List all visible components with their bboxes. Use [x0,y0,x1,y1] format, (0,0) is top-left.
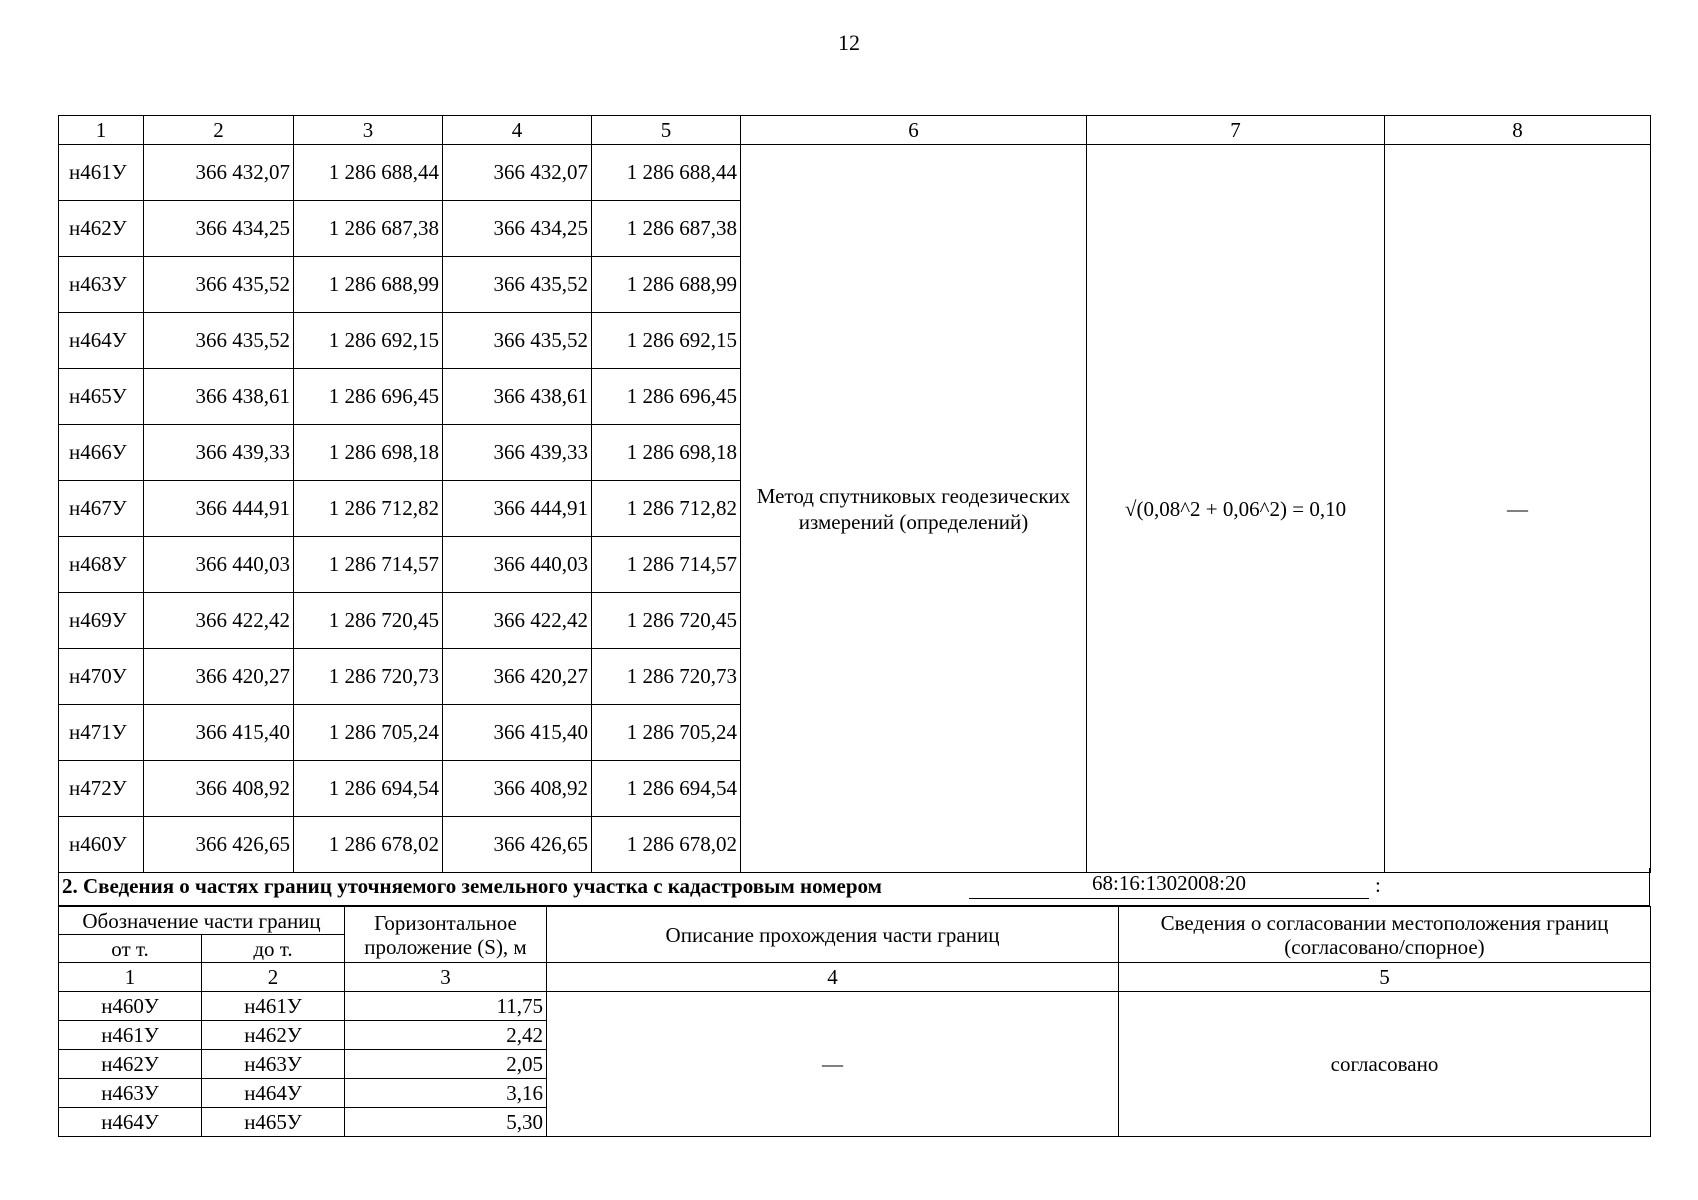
section-colon: : [1375,873,1381,897]
y-refined: 1 286 705,24 [592,705,741,761]
x-refined: 366 420,27 [443,649,592,705]
y-existing: 1 286 687,38 [294,201,443,257]
y-refined: 1 286 714,57 [592,537,741,593]
page-number: 12 [838,30,860,55]
column-number: 3 [345,963,547,992]
to-point: н461У [202,992,345,1021]
x-existing: 366 434,25 [144,201,294,257]
col8-cell: — [1385,145,1651,873]
column-number: 5 [1119,963,1651,992]
y-existing: 1 286 696,45 [294,369,443,425]
length-header-line: проложение (S), м [364,934,527,959]
x-existing: 366 420,27 [144,649,294,705]
x-existing: 366 435,52 [144,313,294,369]
y-existing: 1 286 688,99 [294,257,443,313]
x-refined: 366 439,33 [443,425,592,481]
x-refined: 366 432,07 [443,145,592,201]
x-existing: 366 439,33 [144,425,294,481]
column-number: 4 [547,963,1119,992]
point-name: н460У [59,817,144,873]
x-existing: 366 426,65 [144,817,294,873]
x-refined: 366 408,92 [443,761,592,817]
column-number: 4 [443,116,592,145]
agreement-header [1119,907,1651,963]
to-point: н464У [202,1079,345,1108]
x-refined: 366 438,61 [443,369,592,425]
coordinates-table [58,115,1651,873]
point-name: н462У [59,201,144,257]
y-refined: 1 286 696,45 [592,369,741,425]
y-refined: 1 286 688,44 [592,145,741,201]
y-refined: 1 286 720,45 [592,593,741,649]
y-existing: 1 286 720,45 [294,593,443,649]
from-point: н461У [59,1021,202,1050]
y-existing: 1 286 720,73 [294,649,443,705]
length-header-line: Горизонтальное [374,910,517,935]
to-point: н465У [202,1108,345,1137]
agreement-header-line: Сведения о согласовании местоположения границ [1160,910,1609,935]
boundary-parts-table [58,906,1651,1137]
x-existing: 366 432,07 [144,145,294,201]
point-name: н468У [59,537,144,593]
y-refined: 1 286 678,02 [592,817,741,873]
column-number: 1 [59,116,144,145]
x-refined: 366 435,52 [443,257,592,313]
to-header: до т. [202,935,345,963]
point-name: н463У [59,257,144,313]
accuracy-cell: √(0,08^2 + 0,06^2) = 0,10 [1087,145,1385,873]
column-number-row [59,116,1651,145]
x-existing: 366 444,91 [144,481,294,537]
description-header: Описание прохождения части границ [547,907,1119,963]
x-refined: 366 434,25 [443,201,592,257]
y-refined: 1 286 692,15 [592,313,741,369]
method-cell [741,145,1087,873]
table-row [59,992,1651,1021]
agreement-header-line: (согласовано/спорное) [1284,934,1485,959]
y-existing: 1 286 694,54 [294,761,443,817]
to-point: н463У [202,1050,345,1079]
section-title: 2. Сведения о частях границ уточняемого земельного участка с кадастровым номером [62,874,882,898]
y-existing: 1 286 714,57 [294,537,443,593]
point-name: н467У [59,481,144,537]
y-existing: 1 286 688,44 [294,145,443,201]
column-number: 7 [1087,116,1385,145]
description-cell: — [547,992,1119,1137]
from-point: н463У [59,1079,202,1108]
horizontal-length: 3,16 [345,1079,547,1108]
horizontal-length: 11,75 [345,992,547,1021]
x-refined: 366 426,65 [443,817,592,873]
agreement-cell: согласовано [1119,992,1651,1137]
x-existing: 366 438,61 [144,369,294,425]
designation-header: Обозначение части границ [59,907,345,935]
from-point: н462У [59,1050,202,1079]
x-existing: 366 440,03 [144,537,294,593]
column-number: 8 [1385,116,1651,145]
table-row [59,145,1651,201]
y-existing: 1 286 678,02 [294,817,443,873]
column-number-row [59,963,1651,992]
point-name: н470У [59,649,144,705]
column-number: 1 [59,963,202,992]
x-existing: 366 415,40 [144,705,294,761]
method-line: измерений (определений) [798,509,1029,534]
y-existing: 1 286 692,15 [294,313,443,369]
to-point: н462У [202,1021,345,1050]
y-refined: 1 286 720,73 [592,649,741,705]
column-number: 2 [144,116,294,145]
horizontal-length: 5,30 [345,1108,547,1137]
x-refined: 366 440,03 [443,537,592,593]
column-number: 3 [294,116,443,145]
from-header: от т. [59,935,202,963]
x-existing: 366 435,52 [144,257,294,313]
column-number: 6 [741,116,1087,145]
x-refined: 366 422,42 [443,593,592,649]
y-refined: 1 286 712,82 [592,481,741,537]
y-existing: 1 286 712,82 [294,481,443,537]
point-name: н469У [59,593,144,649]
x-refined: 366 415,40 [443,705,592,761]
from-point: н464У [59,1108,202,1137]
point-name: н472У [59,761,144,817]
column-number: 2 [202,963,345,992]
x-existing: 366 408,92 [144,761,294,817]
cadastral-number: 68:16:1302008:20 [969,871,1369,899]
point-name: н461У [59,145,144,201]
point-name: н465У [59,369,144,425]
point-name: н466У [59,425,144,481]
y-existing: 1 286 698,18 [294,425,443,481]
y-refined: 1 286 694,54 [592,761,741,817]
y-refined: 1 286 698,18 [592,425,741,481]
section-2-heading [58,868,1650,906]
x-refined: 366 444,91 [443,481,592,537]
point-name: н464У [59,313,144,369]
horizontal-length: 2,05 [345,1050,547,1079]
x-existing: 366 422,42 [144,593,294,649]
y-refined: 1 286 688,99 [592,257,741,313]
y-refined: 1 286 687,38 [592,201,741,257]
x-refined: 366 435,52 [443,313,592,369]
from-point: н460У [59,992,202,1021]
y-existing: 1 286 705,24 [294,705,443,761]
horizontal-length: 2,42 [345,1021,547,1050]
column-number: 5 [592,116,741,145]
length-header [345,907,547,963]
method-line: Метод спутниковых геодезических [756,483,1071,508]
point-name: н471У [59,705,144,761]
